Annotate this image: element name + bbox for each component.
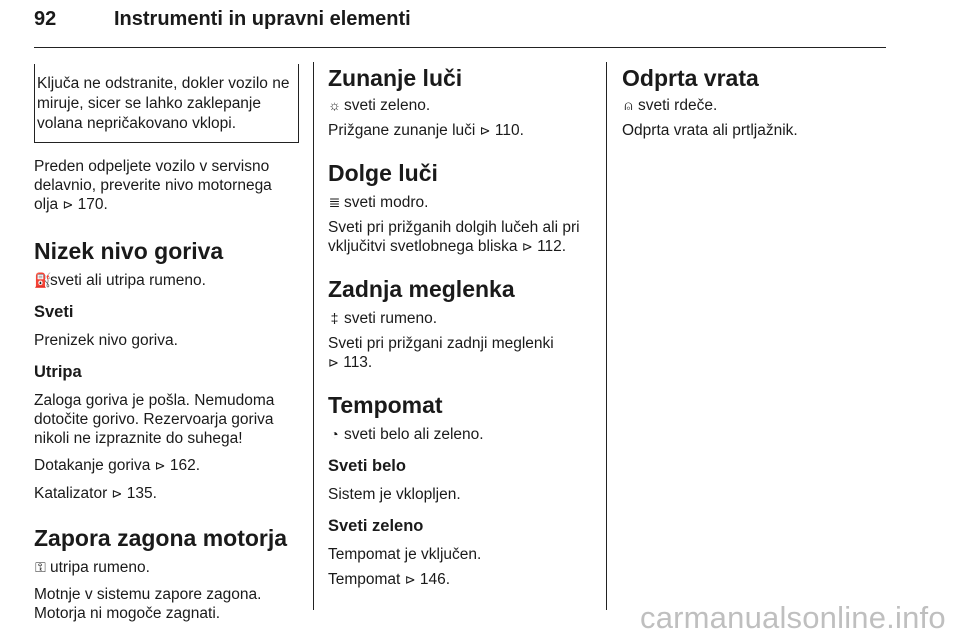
door-open-icon: ⍝: [624, 97, 633, 113]
paragraph: Zaloga goriva je pošla. Nemudoma dotočite gorivo. Rezervoarja goriva nikoli ne izpraznite do suhega!: [34, 392, 275, 447]
page-reference[interactable]: 113.: [343, 354, 373, 371]
page-reference[interactable]: 170.: [77, 196, 108, 213]
sub-heading: Sveti: [34, 303, 74, 321]
cross-reference-icon: ⊳: [479, 124, 491, 139]
page-reference[interactable]: 146.: [419, 571, 451, 588]
cross-reference-icon: ⊳: [154, 459, 166, 474]
section-heading: Nizek nivo goriva: [34, 238, 224, 264]
car-key-icon: ⚿: [35, 559, 46, 575]
paragraph: ⚿ utripa rumeno.: [35, 559, 150, 576]
column-2: [328, 62, 593, 590]
sub-heading: Sveti zeleno: [328, 517, 424, 535]
page-reference[interactable]: 112.: [537, 238, 567, 255]
column-divider: [313, 62, 314, 610]
paragraph: ☼ sveti zeleno.: [328, 97, 431, 114]
cross-reference-icon: ⊳: [328, 356, 339, 371]
paragraph: Sveti pri prižgani zadnji meglenki ⊳ 113.: [328, 335, 554, 371]
paragraph: ‡ sveti rumeno.: [328, 309, 593, 328]
paragraph: ⛽sveti ali utripa rumeno.: [34, 272, 206, 289]
paragraph: Odprta vrata ali prtljažnik.: [622, 122, 798, 139]
watermark: carmanualsonline.info: [640, 600, 946, 635]
paragraph: ⍝ sveti rdeče.: [622, 96, 887, 115]
section-heading: Tempomat: [328, 392, 443, 418]
sub-heading: Utripa: [34, 363, 82, 381]
page-header-title: Instrumenti in upravni elementi: [114, 8, 411, 30]
page-reference[interactable]: 135.: [126, 485, 157, 502]
column-3: [622, 62, 887, 140]
paragraph: Sveti pri prižganih dolgih lučeh ali pri vključitvi svetlobnega bliska ⊳ 112.: [328, 219, 580, 255]
cross-reference-icon: ⊳: [521, 240, 533, 255]
rear-fog-icon: ‡: [330, 310, 339, 326]
column-divider: [606, 62, 607, 610]
warning-text: Ključa ne odstranite, dokler vozilo ne miruje, sicer se lahko zaklepanje volana nepričakovano vklopi.: [37, 75, 290, 132]
section-heading: Odprta vrata: [622, 65, 759, 91]
sub-heading: Sveti belo: [328, 457, 406, 475]
section-heading: Zapora zagona motorja: [34, 525, 288, 551]
cross-reference-icon: ⊳: [111, 487, 123, 502]
section-heading: Zadnja meglenka: [328, 276, 515, 302]
cross-reference-icon: ⊳: [62, 198, 74, 213]
paragraph: Sistem je vklopljen.: [328, 486, 461, 503]
paragraph: Tempomat ⊳ 146.: [328, 571, 451, 588]
section-heading: Dolge luči: [328, 160, 438, 186]
paragraph: Prižgane zunanje luči ⊳ 110.: [328, 122, 524, 139]
paragraph: Preden odpeljete vozilo v servisno delavnio, preverite nivo motornega olja ⊳ 170.: [34, 158, 272, 213]
page-reference[interactable]: 162.: [169, 457, 201, 474]
page-number: 92: [34, 8, 57, 30]
paragraph: ◔ sveti belo ali zeleno.: [328, 425, 593, 444]
paragraph: Katalizator ⊳ 135.: [34, 485, 157, 502]
header-rule: [34, 47, 886, 48]
fuel-pump-icon: ⛽: [34, 272, 52, 288]
exterior-light-icon: ☼: [328, 97, 341, 113]
cruise-control-icon: ◔: [330, 426, 339, 442]
paragraph: Dotakanje goriva ⊳ 162.: [34, 457, 201, 474]
paragraph: ≣ sveti modro.: [328, 194, 429, 211]
column-1: [34, 62, 299, 623]
page-reference[interactable]: 110.: [494, 122, 524, 139]
paragraph: Prenizek nivo goriva.: [34, 332, 178, 349]
paragraph: Tempomat je vključen.: [328, 546, 482, 563]
cross-reference-icon: ⊳: [404, 573, 416, 588]
paragraph: Motnje v sistemu zapore zagona. Motorja ni mogoče zagnati.: [34, 586, 262, 622]
warning-box: [34, 64, 299, 143]
section-heading: Zunanje luči: [328, 65, 463, 91]
high-beam-icon: ≣: [328, 194, 341, 210]
page-header: [34, 4, 886, 44]
